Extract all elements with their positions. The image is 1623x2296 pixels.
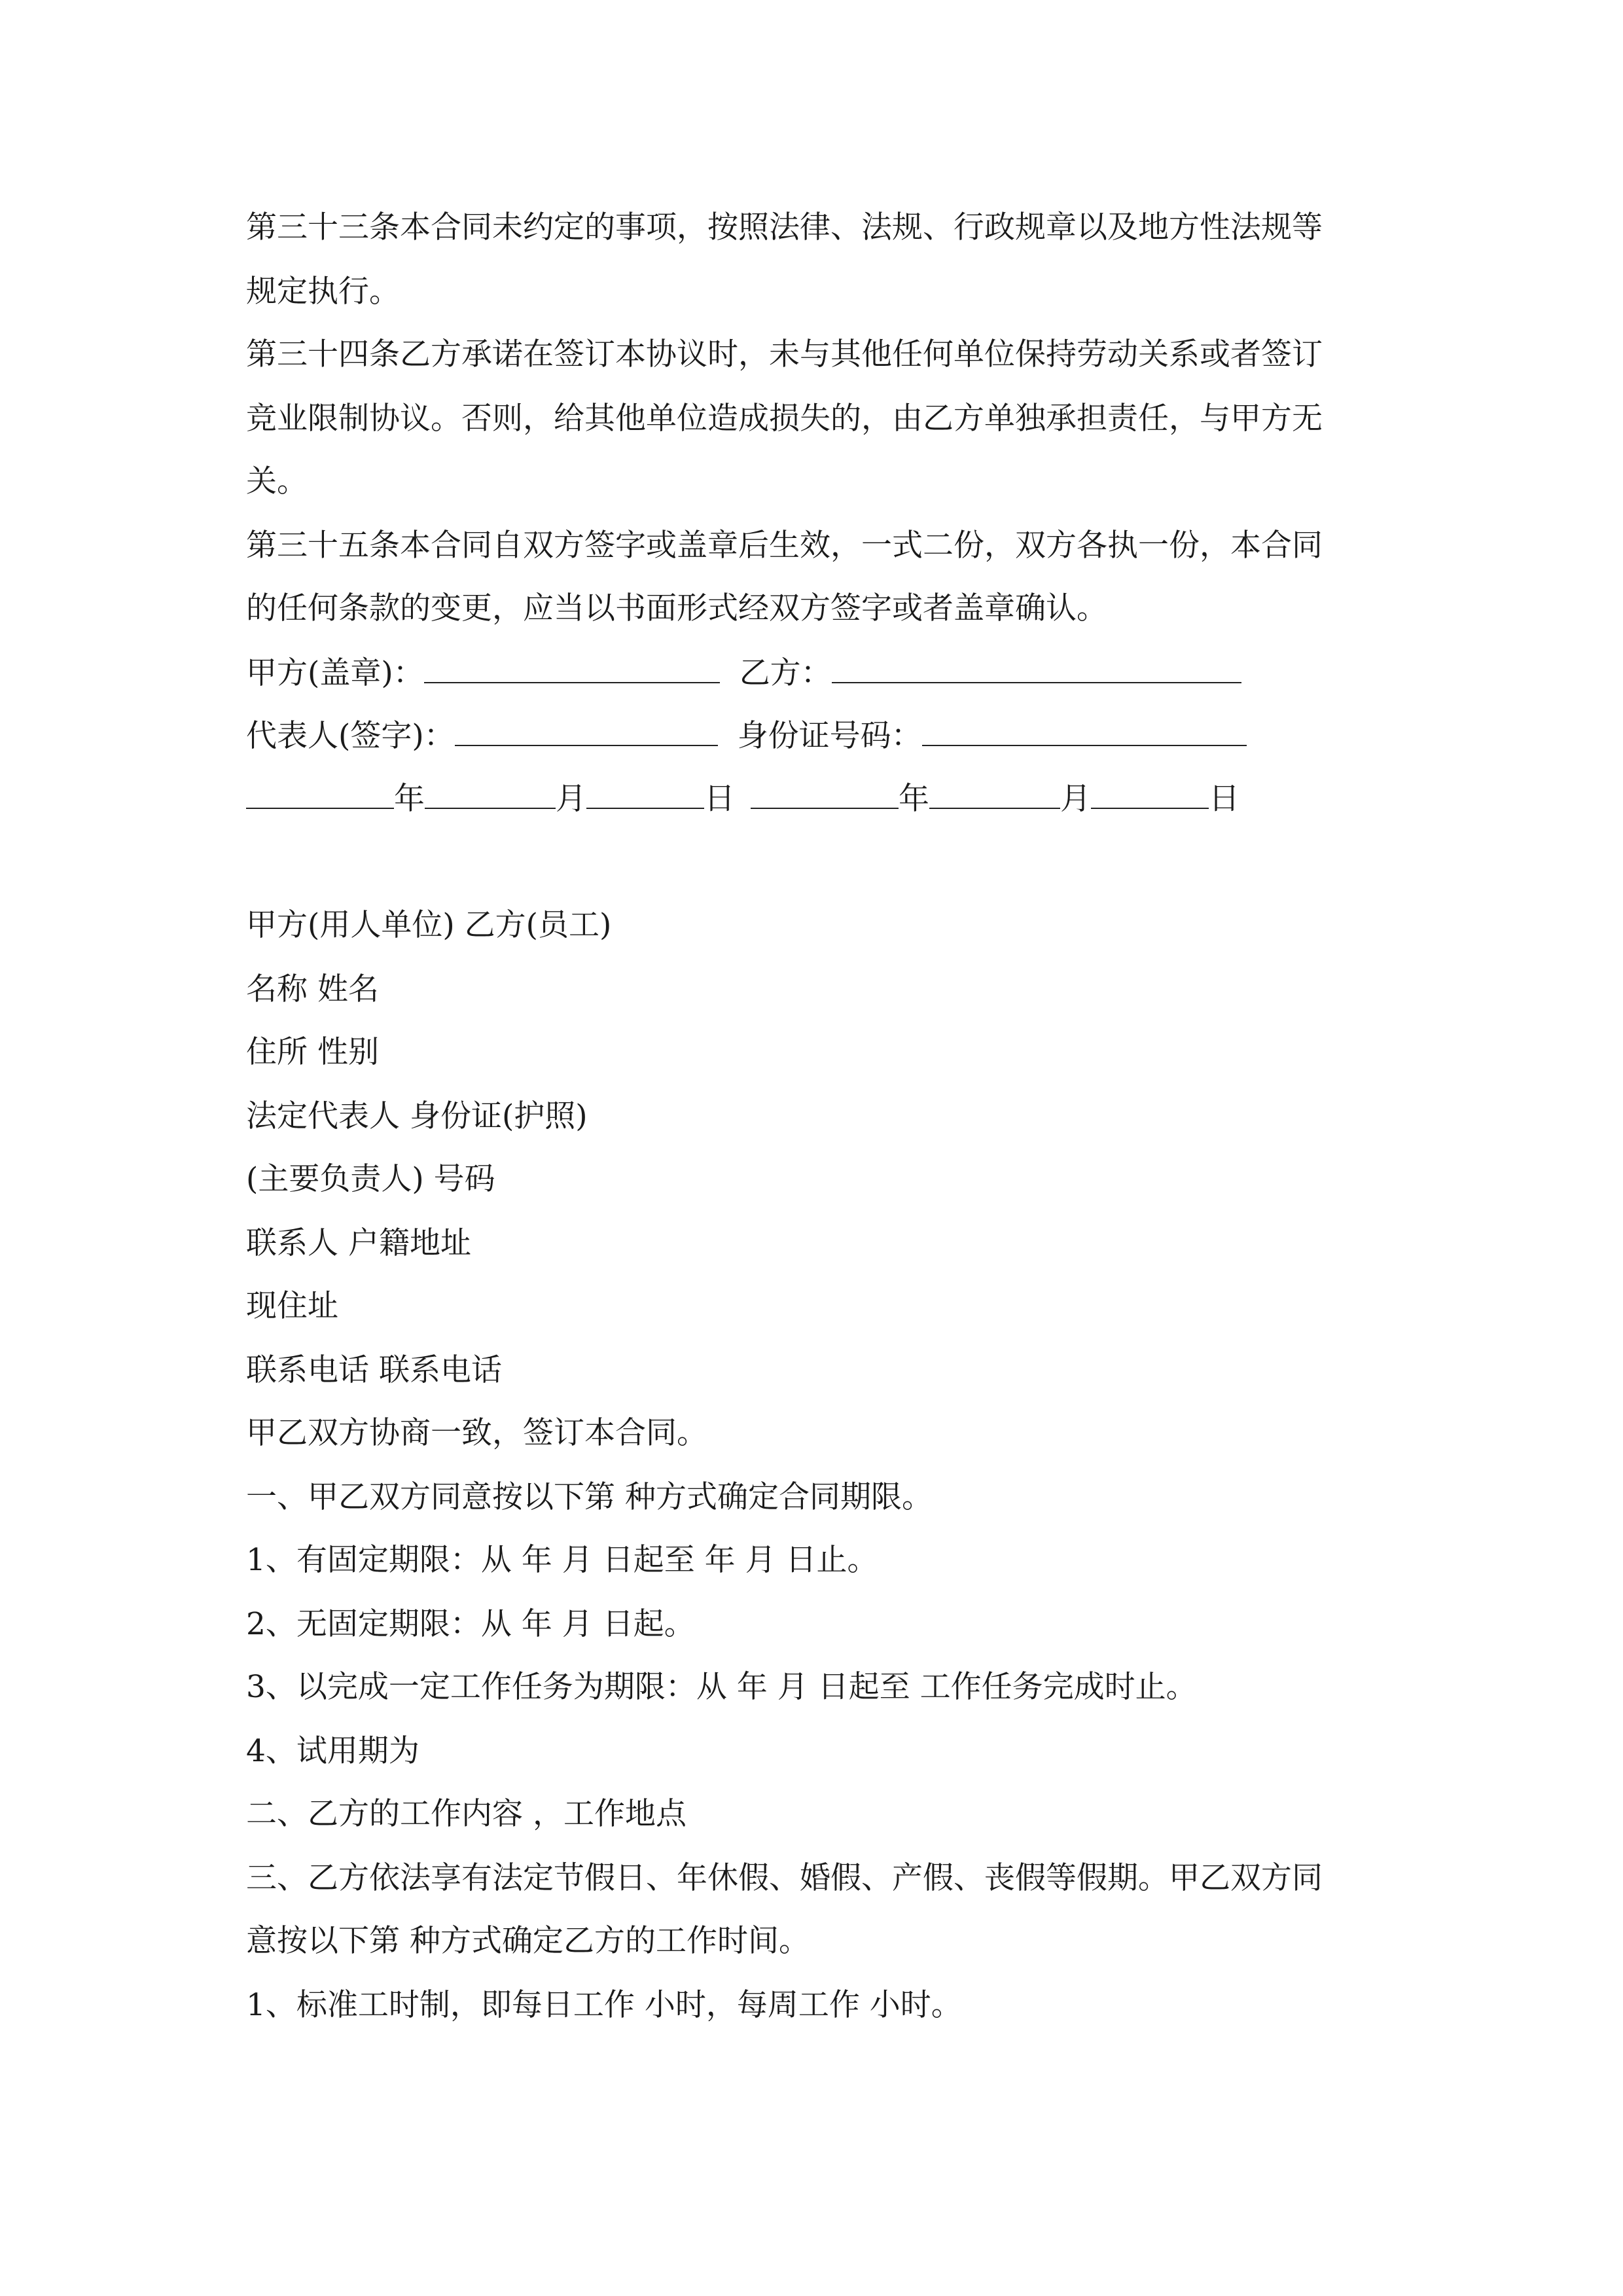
party-b-month-label: 月 xyxy=(1060,781,1091,817)
parties-heading: 甲方(用人单位) 乙方(员工) xyxy=(246,907,612,943)
article-35-line-1: 第三十五条本合同自双方签字或盖章后生效，一式二份，双方各执一份，本合同 xyxy=(246,528,1323,564)
term-open-ended: 2、无固定期限：从 年 月 日起。 xyxy=(246,1606,695,1642)
term-intro: 一、甲乙双方同意按以下第 种方式确定合同期限。 xyxy=(246,1479,933,1515)
term-fixed: 1、有固定期限：从 年 月 日起至 年 月 日止。 xyxy=(246,1542,878,1578)
work-content-location: 二、乙方的工作内容 ，工作地点 xyxy=(246,1796,687,1832)
name-row: 名称 姓名 xyxy=(246,971,379,1007)
current-address-row: 现住址 xyxy=(246,1288,338,1324)
article-33-line-2: 规定执行。 xyxy=(246,274,400,310)
phone-row: 联系电话 联系电话 xyxy=(246,1352,502,1388)
party-b-year-field[interactable] xyxy=(751,779,899,809)
party-b-label: 乙方： xyxy=(739,655,832,691)
party-b-year-label: 年 xyxy=(899,781,929,817)
principal-row: (主要负责人) 号码 xyxy=(246,1161,495,1197)
party-a-year-label: 年 xyxy=(394,781,425,817)
party-a-seal-field[interactable] xyxy=(424,653,720,683)
probation-period: 4、试用期为 xyxy=(246,1733,419,1769)
standard-hours: 1、标准工时制，即每日工作 小时，每周工作 小时。 xyxy=(246,1987,962,2023)
article-34-line-2: 竞业限制协议。否则，给其他单位造成损失的，由乙方单独承担责任，与甲方无 xyxy=(246,401,1323,437)
signature-parties-row xyxy=(246,653,1241,693)
party-b-month-field[interactable] xyxy=(929,779,1060,809)
article-33-line-1: 第三十三条本合同未约定的事项，按照法律、法规、行政规章以及地方性法规等 xyxy=(246,209,1323,245)
party-a-seal-label: 甲方(盖章)： xyxy=(246,655,424,691)
contact-row: 联系人 户籍地址 xyxy=(246,1225,471,1261)
article-34-line-3: 关。 xyxy=(246,463,308,499)
party-a-month-label: 月 xyxy=(556,781,586,817)
representative-field[interactable] xyxy=(455,716,718,746)
party-a-day-label: 日 xyxy=(704,781,735,817)
working-hours-line-1: 三、乙方依法享有法定节假日、年休假、婚假、产假、丧假等假期。甲乙双方同 xyxy=(246,1860,1323,1896)
agreement-statement: 甲乙双方协商一致，签订本合同。 xyxy=(246,1415,707,1451)
signature-rep-row xyxy=(246,716,1247,756)
article-34-line-1: 第三十四条乙方承诺在签订本协议时，未与其他任何单位保持劳动关系或者签订 xyxy=(246,336,1323,372)
article-35-line-2: 的任何条款的变更，应当以书面形式经双方签字或者盖章确认。 xyxy=(246,590,1107,626)
id-number-label: 身份证号码： xyxy=(737,718,922,754)
working-hours-line-2: 意按以下第 种方式确定乙方的工作时间。 xyxy=(246,1923,810,1959)
signature-date-row xyxy=(246,779,1240,819)
party-a-month-field[interactable] xyxy=(425,779,556,809)
id-number-field[interactable] xyxy=(922,716,1247,746)
residence-row: 住所 性别 xyxy=(246,1034,379,1070)
party-a-year-field[interactable] xyxy=(246,779,394,809)
term-task-based: 3、以完成一定工作任务为期限：从 年 月 日起至 工作任务完成时止。 xyxy=(246,1669,1197,1705)
legal-rep-row: 法定代表人 身份证(护照) xyxy=(246,1098,588,1134)
party-b-day-field[interactable] xyxy=(1091,779,1209,809)
party-b-day-label: 日 xyxy=(1209,781,1240,817)
party-a-day-field[interactable] xyxy=(586,779,704,809)
party-b-field[interactable] xyxy=(832,653,1241,683)
representative-label: 代表人(签字)： xyxy=(246,718,455,754)
